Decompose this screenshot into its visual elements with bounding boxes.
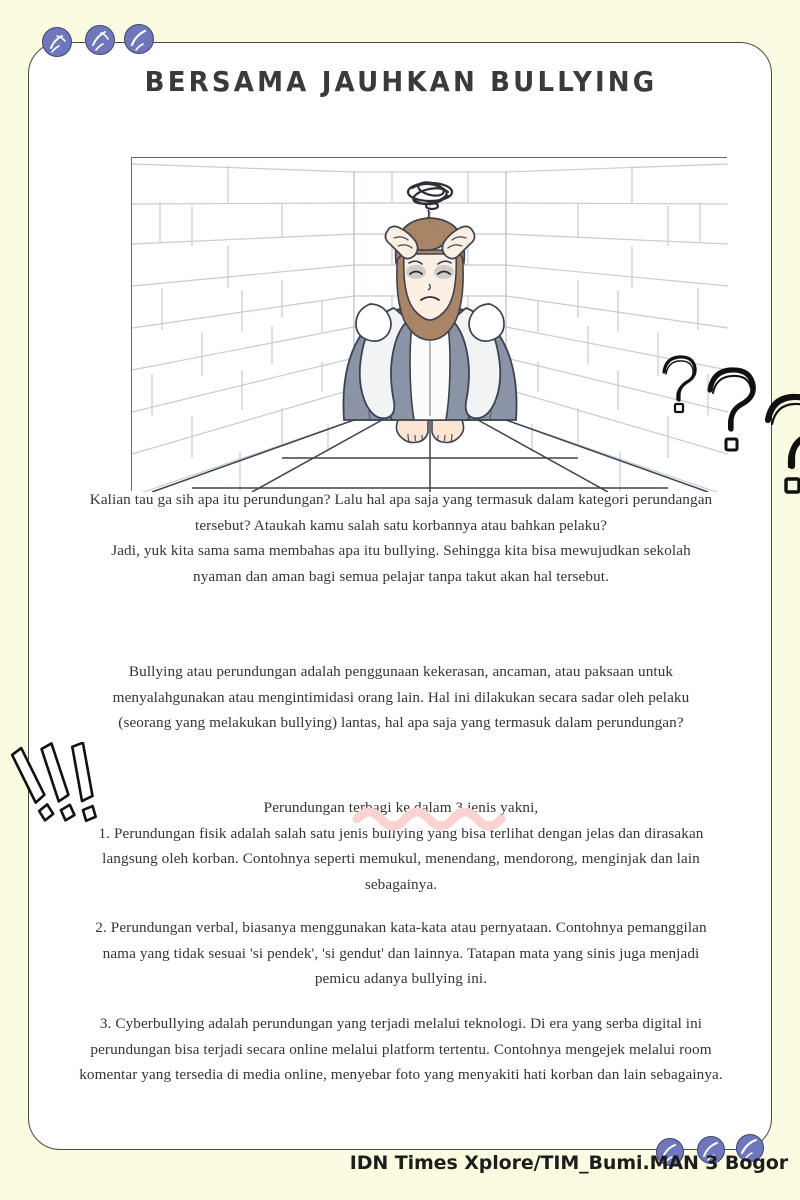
page-title: BERSAMA JAUHKAN BULLYING [144,65,658,98]
type-item-physical: 1. Perundungan fisik adalah salah satu jenis bullying yang bisa terlihat dengan jelas dan dirasakan langsung oleh korban. Contohnya seperti memukul, menendang, mendorong, menginjak dan lain sebagainya. [98,824,704,893]
circle-scribble-highlight [86,26,116,56]
type-item-cyberbullying: 3. Cyberbullying adalah perundungan yang terjadi melalui teknologi. Di era yang serba digital ini perundungan bisa terjadi secara online melalui platform tertentu. Contohnya mengejek melalui room komentar yang tersedia di media online, menyebar foto yang menyakiti hati korban dan lain sebagainya. [79,1015,723,1084]
illustration-frame [131,157,727,491]
exclamation-mark-icon [72,742,96,821]
decor-circle-top-1 [42,27,72,57]
decor-circle-top-2 [85,25,115,55]
type-item-verbal: 2. Perundungan verbal, biasanya menggunakan kata-kata atau pernyataan. Contohnya pemanggilan nama yang tidak sesuai 'si pendek', 'si gendut' dan lainnya. Tatapan mata yang sinis juga menjadi pemicu adanya bullying ini. [95,919,707,988]
type-item-verbal-wrapper [87,915,715,992]
brick-room-illustration [132,158,728,492]
circle-scribble-highlight [43,28,73,58]
definition-text: Bullying atau perundungan adalah penggunaan kekerasan, ancaman, atau paksaan untuk menyalahgunakan atau mengintimidasi orang lain. Hal ini dilakukan secara sadar oleh pelaku (seorang yang melakukan bullying) lantas, hal apa saja yang termasuk dalam perundungan? [112,663,690,732]
type-item-cyber-wrapper [73,1011,729,1088]
intro-paragraphs [87,487,715,589]
intro-paragraph-2: Jadi, yuk kita sama sama membahas apa itu bullying. Sehingga kita bisa mewujudkan sekolah nyaman dan aman bagi semua pelajar tanpa takut akan hal tersebut. [111,542,691,585]
exclamation-marks-group [6,742,116,852]
footer-credit: IDN Times Xplore/TIM_Bumi.MAN 3 Bogor [349,1152,788,1174]
question-mark-icon [768,397,800,492]
decor-circle-top-3 [124,24,154,54]
wave-divider [351,805,511,836]
circle-scribble-highlight [125,25,155,55]
definition-paragraph [87,659,715,736]
question-mark-icon [710,370,753,450]
poster-card [28,42,772,1150]
intro-paragraph-1: Kalian tau ga sih apa itu perundungan? Lalu hal apa saja yang termasuk dalam kategori perundangan tersebut? Ataukah kamu salah satu korbannya atau bahkan pelaku? [89,491,713,534]
question-mark-icon [664,357,695,412]
types-intro: Perundungan terbagi ke dalam 3 jenis yakni, [263,799,539,816]
